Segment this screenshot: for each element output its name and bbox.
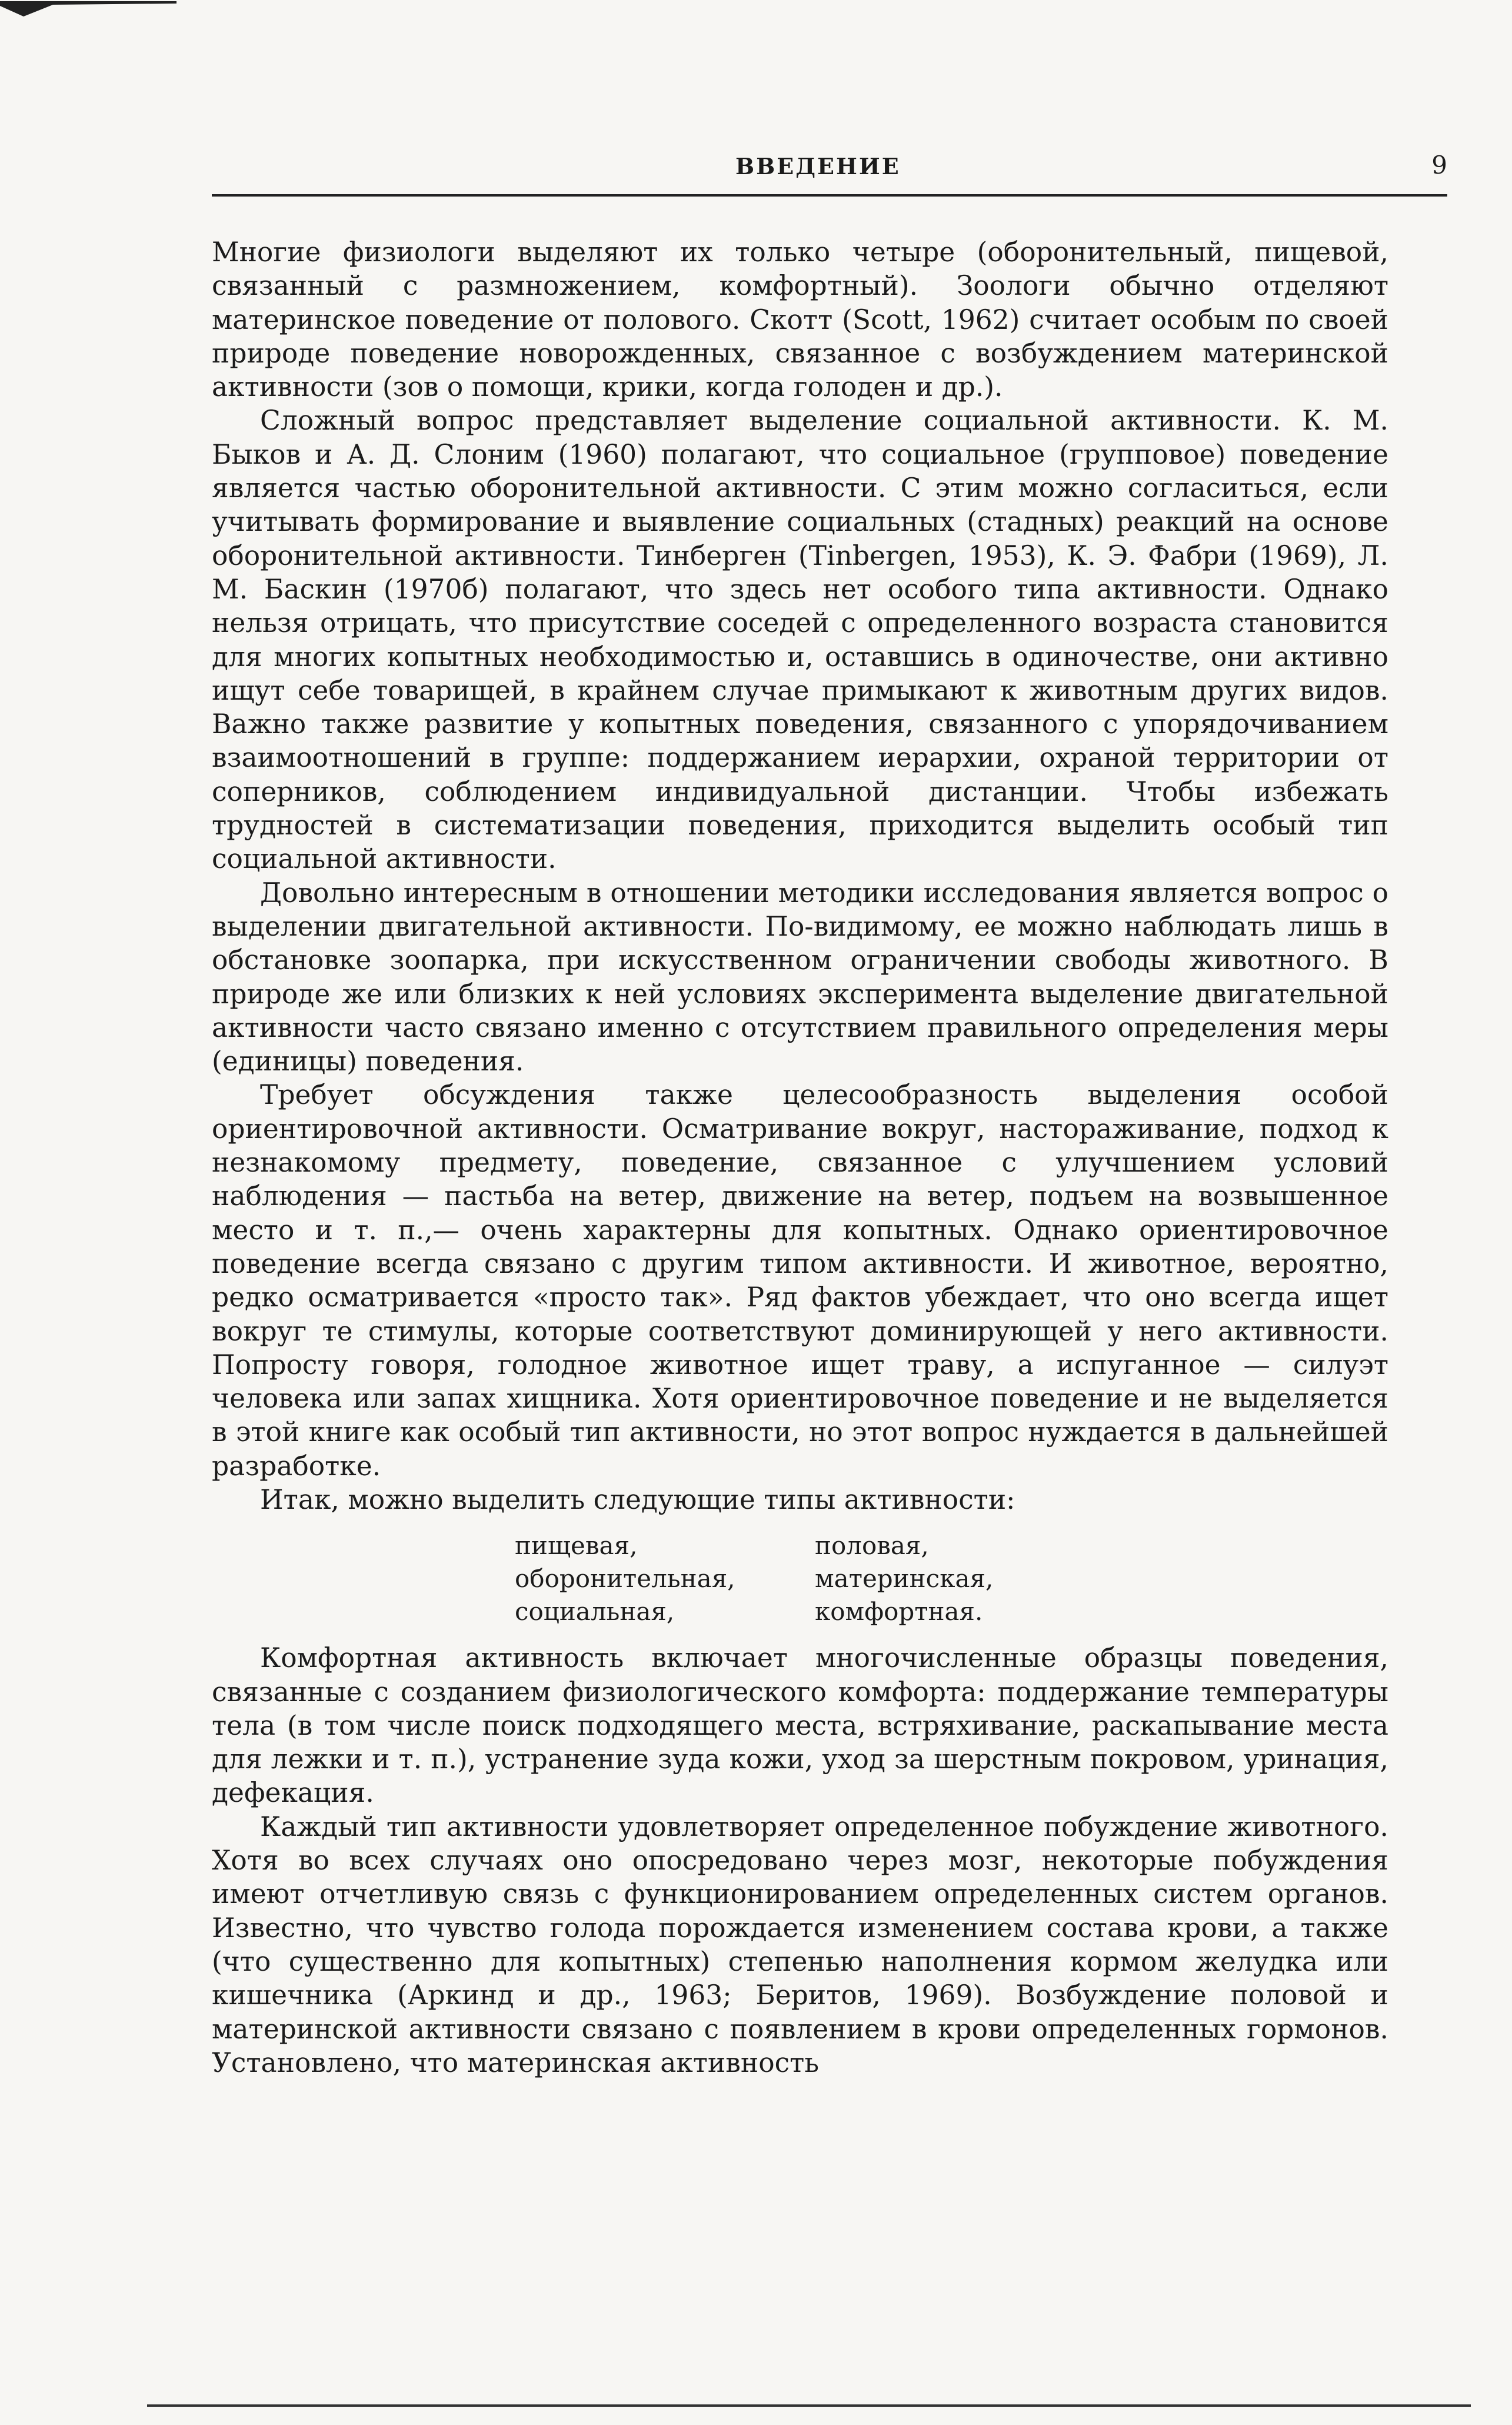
- paragraph: Каждый тип активности удовлетворяет определенное побуждение животного. Хотя во всех случаях оно опосредовано через мозг, некоторые побуждения имеют отчетливую связь с функционированием определенных систем органов. Известно, что чувство голода порождается изменением состава крови, а также (что существенно для копытных) степенью наполнения кормом желудка или кишечника (Аркинд и др., 1963; Беритов, 1969). Возбуждение половой и материнской активности связано с появлением в крови определенных гормонов. Установлено, что материнская активность: [212, 1811, 1388, 2078]
- activity-type-item: оборонительная,: [515, 1564, 735, 1594]
- body-text: [212, 235, 1388, 2080]
- running-header: [212, 147, 1447, 197]
- activity-type-item: материнская,: [815, 1564, 994, 1594]
- page-number: 9: [1431, 151, 1447, 179]
- activity-type-item: пищевая,: [515, 1531, 638, 1561]
- header-title: ВВЕДЕНИЕ: [735, 153, 901, 179]
- paragraph: Итак, можно выделить следующие типы активности:: [260, 1483, 1015, 1515]
- activity-type-item: комфортная.: [815, 1597, 983, 1626]
- paragraph: Комфортная активность включает многочисленные образцы поведения, связанные с созданием физиологического комфорта: поддержание температуры тела (в том числе поиск подходящего места, встряхивание, раскапывание места для лежки и т. п.), устранение зуда кожи, уход за шерстным покровом, уринация, дефекация.: [212, 1642, 1388, 1809]
- paragraph: Довольно интересным в отношении методики исследования является вопрос о выделении двигательной активности. По-видимому, ее можно наблюдать лишь в обстановке зоопарка, при искусственном ограничении свободы животного. В природе же или близких к ней условиях эксперимента выделение двигательной активности часто связано именно с отсутствием правильного определения меры (единицы) поведения.: [212, 877, 1388, 1077]
- page-corner-mark: [0, 0, 176, 18]
- activity-types-list: [515, 1529, 1388, 1628]
- activity-type-item: социальная,: [515, 1597, 675, 1626]
- paragraph: Многие физиологи выделяют их только четыре (оборонительный, пищевой, связанный с размножением, комфортный). Зоологи обычно отделяют материнское поведение от полового. Скотт (Scott, 1962) считает особым по своей природе поведение новорожденных, связанное с возбуждением материнской активности (зов о помощи, крики, когда голоден и др.).: [212, 237, 1388, 403]
- paragraph: Сложный вопрос представляет выделение социальной активности. К. М. Быков и А. Д. Слоним (1960) полагают, что социальное (групповое) поведение является частью оборонительной активности. С этим можно согласиться, если учитывать формирование и выявление социальных (стадных) реакций на основе оборонительной активности. Тинберген (Tinbergen, 1953), К. Э. Фабри (1969), Л. М. Баскин (1970б) полагают, что здесь нет особого типа активности. Однако нельзя отрицать, что присутствие соседей с определенного возраста становится для многих копытных необходимостью и, оставшись в одиночестве, они активно ищут себе товарищей, в крайнем случае примыкают к животным других видов. Важно также развитие у копытных поведения, связанного с упорядочиванием взаимоотношений в группе: поддержанием иерархии, охраной территории от соперников, соблюдением индивидуальной дистанции. Чтобы избежать трудностей в систематизации поведения, приходится выделить особый тип социальной активности.: [212, 405, 1388, 875]
- activity-type-item: половая,: [815, 1531, 929, 1561]
- paragraph: Требует обсуждения также целесообразность выделения особой ориентировочной активности. Осматривание вокруг, настораживание, подход к незнакомому предмету, поведение, связанное с улучшением условий наблюдения — пастьба на ветер, движение на ветер, подъем на возвышенное место и т. п.,— очень характерны для копытных. Однако ориентировочное поведение всегда связано с другим типом активности. И животное, вероятно, редко осматривается «просто так». Ряд фактов убеждает, что оно всегда ищет вокруг те стимулы, которые соответствуют доминирующей у него активности. Попросту говоря, голодное животное ищет траву, а испуганное — силуэт человека или запах хищника. Хотя ориентировочное поведение и не выделяется в этой книге как особый тип активности, но этот вопрос нуждается в дальнейшей разработке.: [212, 1079, 1388, 1482]
- bottom-rule: [147, 2404, 1471, 2407]
